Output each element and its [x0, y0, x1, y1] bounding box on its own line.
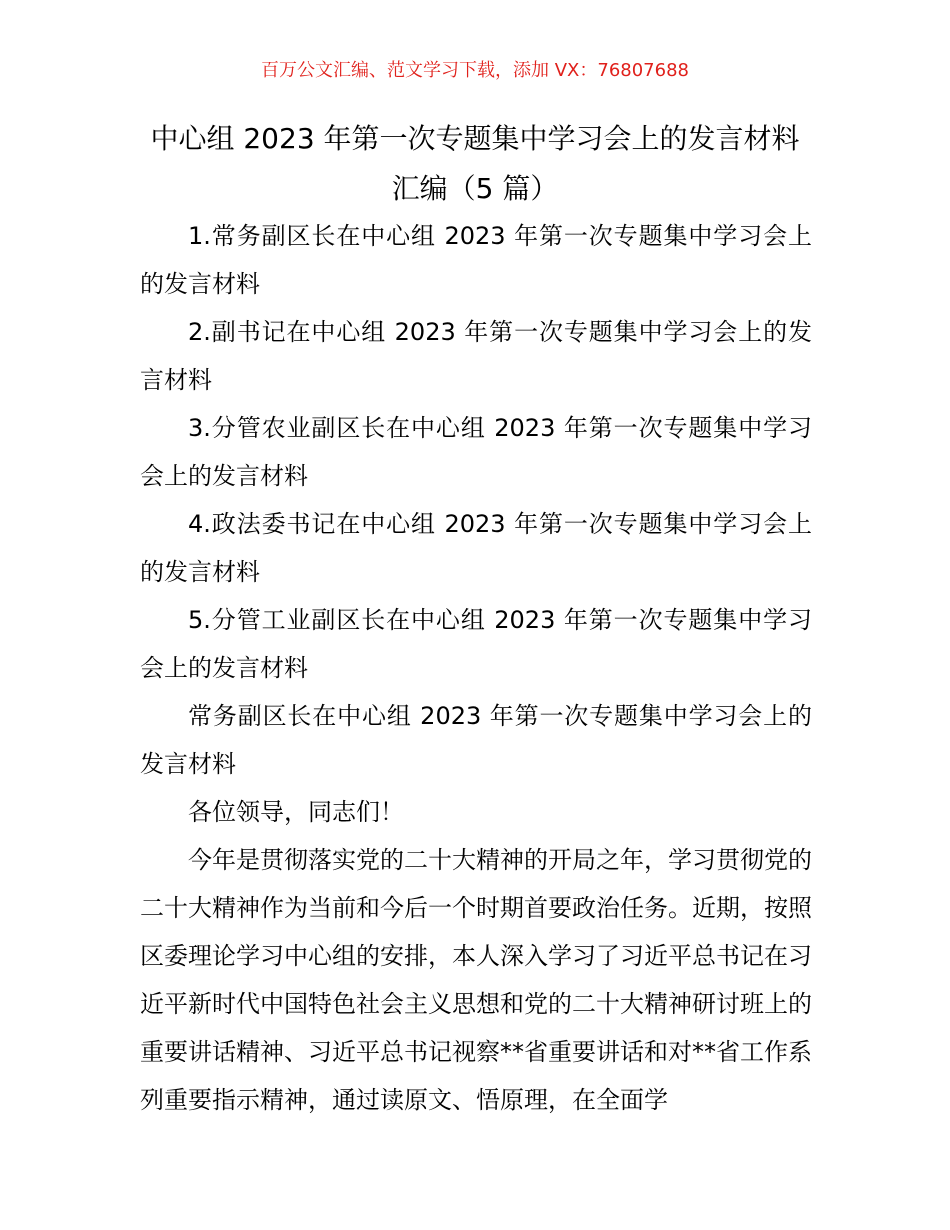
document-title: 中心组 2023 年第一次专题集中学习会上的发言材料汇编（5 篇） — [150, 122, 800, 205]
toc-item-4: 4.政法委书记在中心组 2023 年第一次专题集中学习会上的发言材料 — [140, 510, 812, 586]
header-note: 百万公文汇编、范文学习下载，添加 VX：76807688 — [261, 60, 689, 81]
toc-item-1: 1.常务副区长在中心组 2023 年第一次专题集中学习会上的发言材料 — [140, 222, 812, 298]
section-heading: 常务副区长在中心组 2023 年第一次专题集中学习会上的发言材料 — [140, 702, 812, 778]
greeting: 各位领导，同志们！ — [188, 798, 404, 826]
toc-item-5: 5.分管工业副区长在中心组 2023 年第一次专题集中学习会上的发言材料 — [140, 606, 812, 682]
toc-item-3: 3.分管农业副区长在中心组 2023 年第一次专题集中学习会上的发言材料 — [140, 414, 812, 490]
document-body — [140, 212, 812, 1124]
body-paragraph: 今年是贯彻落实党的二十大精神的开局之年，学习贯彻党的二十大精神作为当前和今后一个时期首要政治任务。近期，按照区委理论学习中心组的安排，本人深入学习了习近平总书记在习近平新时代中国特色社会主义思想和党的二十大精神研讨班上的重要讲话精神、习近平总书记视察**省重要讲话和对**省工作系列重要指示精神，通过读原文、悟原理，在全面学 — [140, 846, 812, 1114]
toc-item-2: 2.副书记在中心组 2023 年第一次专题集中学习会上的发言材料 — [140, 318, 812, 394]
